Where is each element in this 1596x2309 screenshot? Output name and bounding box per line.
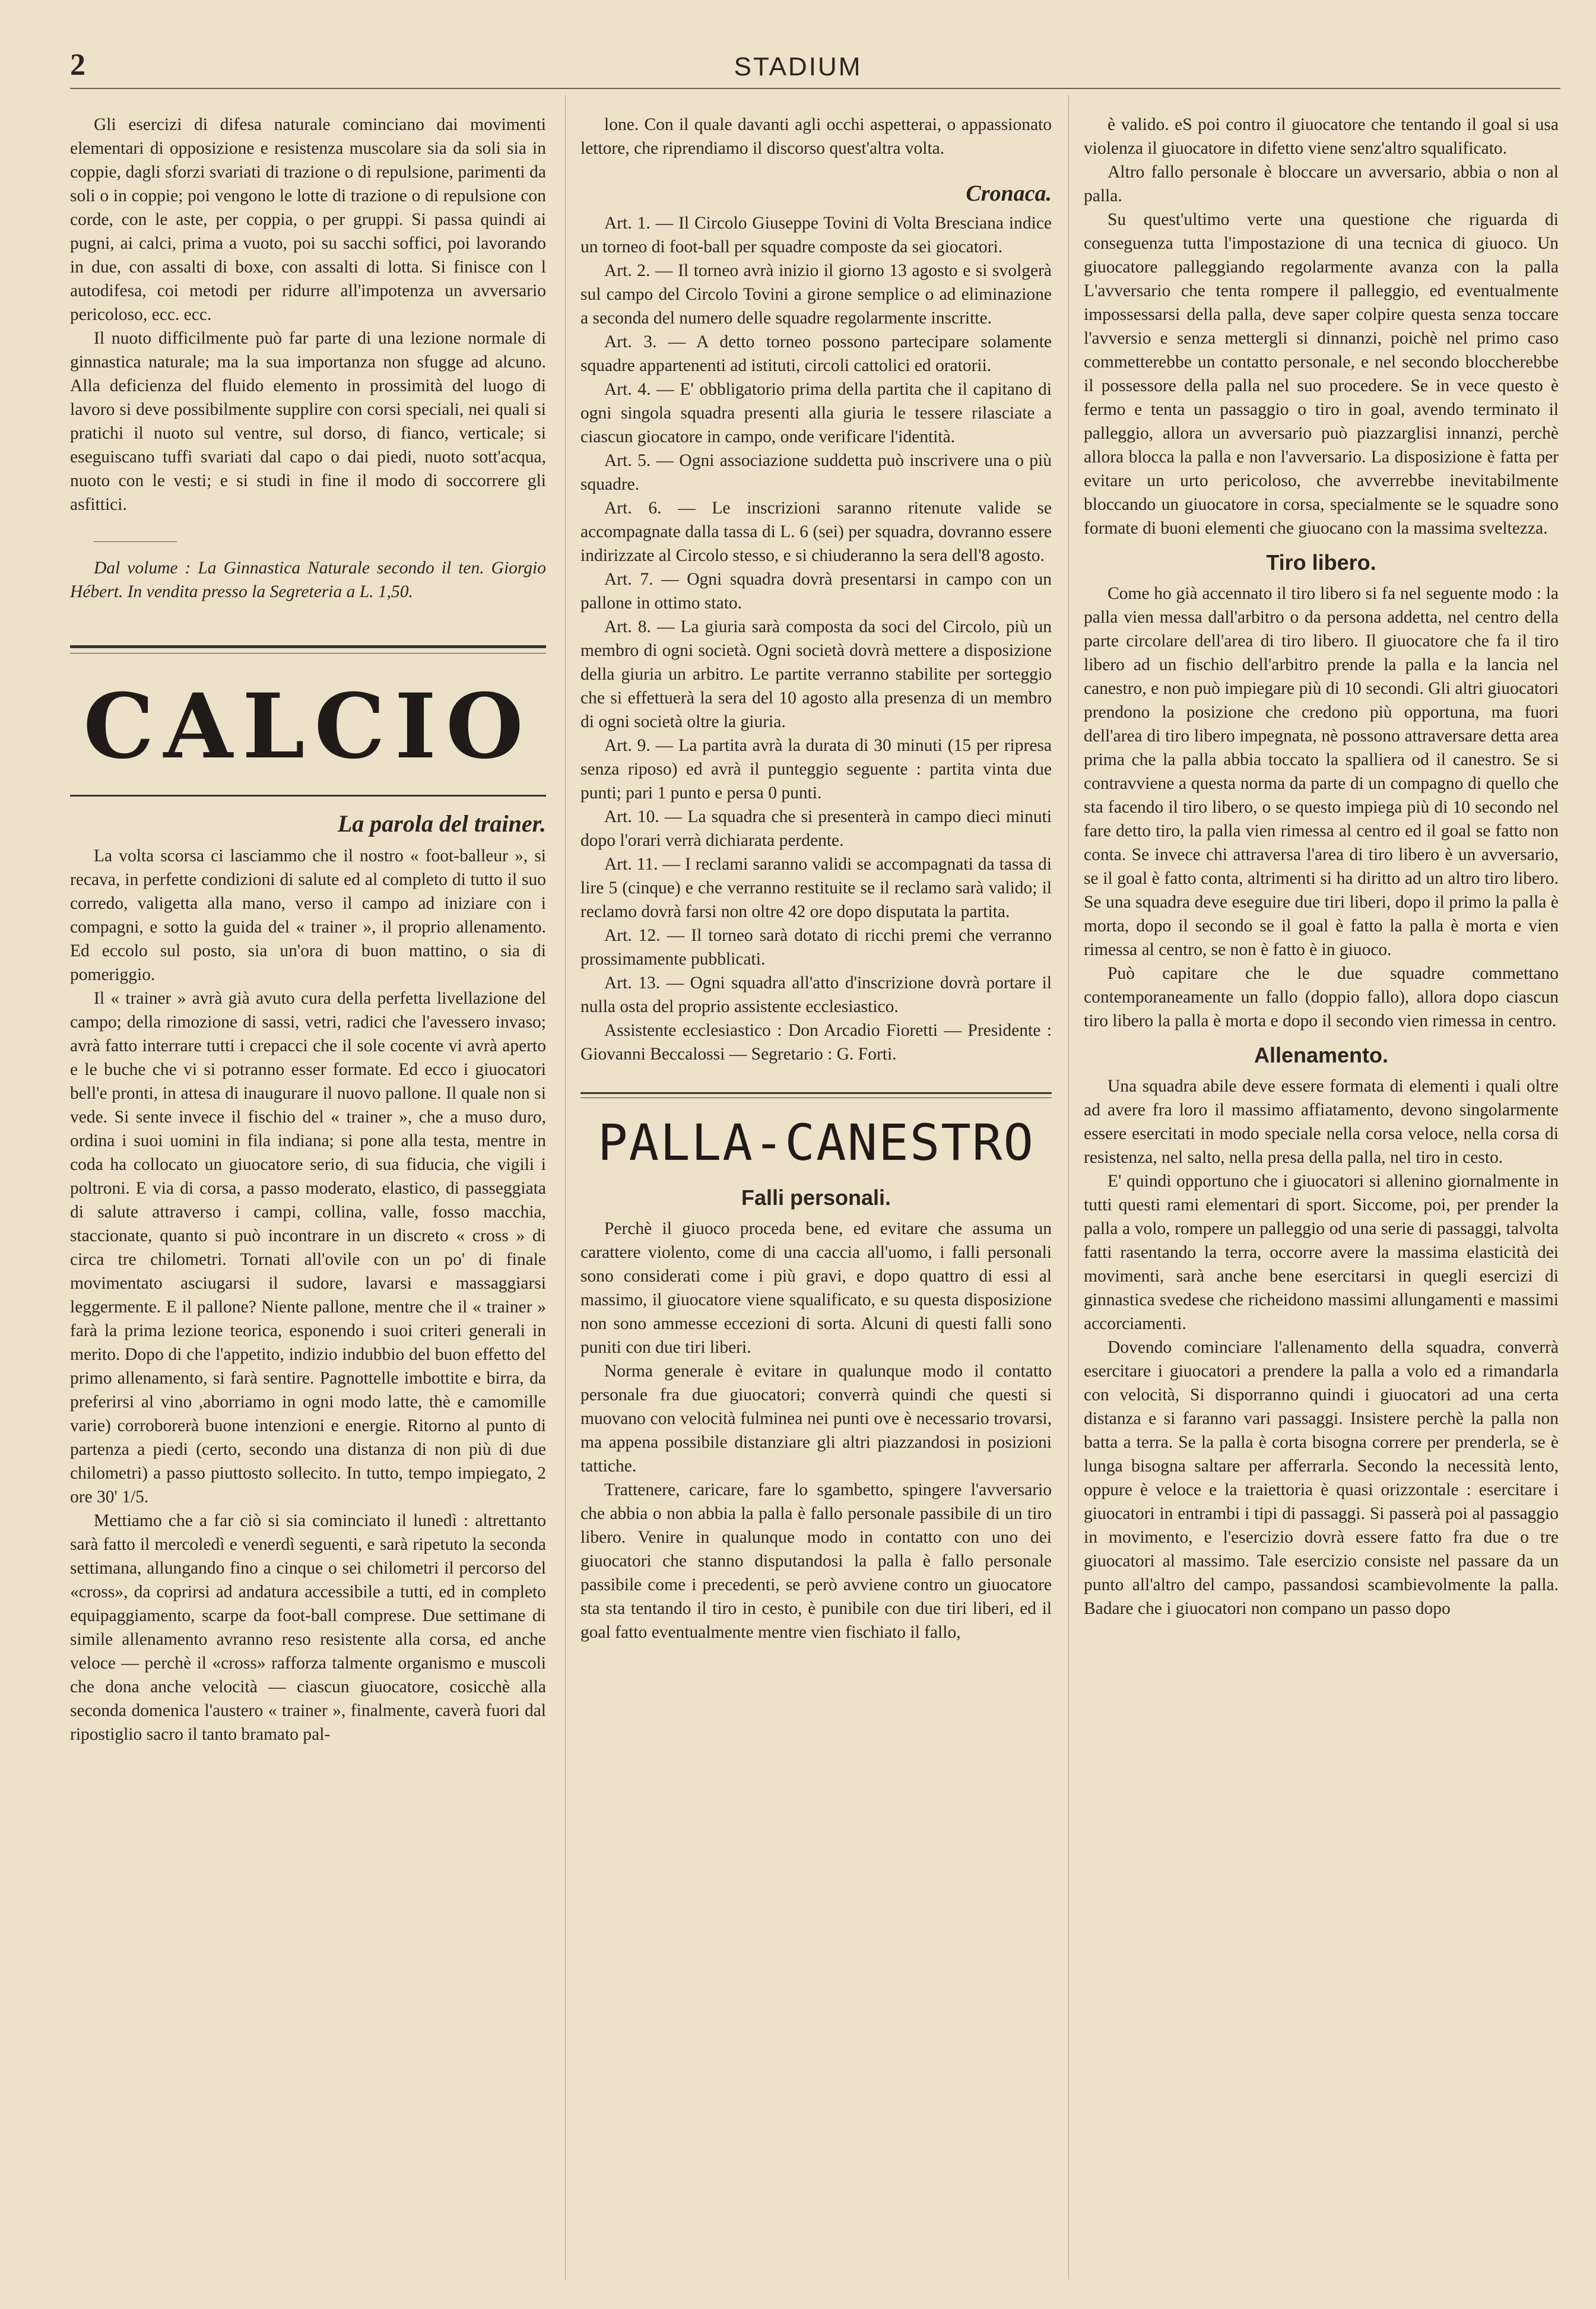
falli-heading: Falli personali. bbox=[741, 1185, 891, 1210]
article-rule: Art. 11. — I reclami saranno validi se accompagnati da tassa di lire 5 (cinque) e che verranno restituite se il reclamo sarà valido; il reclamo dovrà farsi non oltre 42 ore dopo disputata la partita. bbox=[580, 855, 1052, 921]
paragraph: Può capitare che le due squadre commettano contemporaneamente un fallo (doppio fallo), allora dopo ciascun tiro libero la palla è morta e dopo il secondo vien rimessa in centro. bbox=[1084, 964, 1559, 1030]
divider bbox=[94, 541, 177, 542]
article-rule: Art. 13. — Ogni squadra all'atto d'inscrizione dovrà portare il nulla osta del proprio assistente ecclesiastico. bbox=[580, 973, 1052, 1016]
paragraph: Trattenere, caricare, fare lo sgambetto, spingere l'avversario che abbia o non abbia la palla è fallo personale passibile di un tiro libero. Venire in qualunque modo in contatto con uno dei giuocatori che stanno disputandosi la palla è fallo personale passibile come i precedenti, se però avviene contro un giuocatore sta sta tentando il tiro in cesto, è punibile con due tiri liberi, ed il goal fatto eventualmente mentre vien fischiato il fallo, bbox=[580, 1480, 1052, 1642]
paragraph: Mettiamo che a far ciò si sia cominciato il lunedì : altrettanto sarà fatto il mercoledì e venerdì seguenti, e sarà ripetuto la seconda settimana, allungando fino a cinque o sei chilometri il percorso del «cross», da coprirsi ad andatura accessibile a tutti, ed in completo equipaggiamento, scarpe da foot-ball comprese. Due settimane di simile allenamento avranno reso resistente alla corsa, ed anche veloce — perchè il «cross» rafforza talmente organismo e muscoli che dona anche velocità — ciascun giuocatore, cosicchè alla seconda domenica l'austero « trainer », finalmente, caverà fuori dal ripostiglio sacro il tanto bramato pal- bbox=[70, 1511, 546, 1744]
article-rule: Art. 3. — A detto torneo possono partecipare solamente squadre appartenenti ad istituti, circoli cattolici ed oratorii. bbox=[580, 332, 1052, 375]
column-2 bbox=[580, 113, 1052, 1644]
paragraph: Perchè il giuoco proceda bene, ed evitare che assuma un carattere violento, come di una caccia all'uomo, i falli personali sono considerati come i più gravi, e dopo quattro di essi al massimo, il giuocatore viene squalificato, e su questa disposizione non sono ammesse eccezioni di sorta. Alcuni di questi falli sono puniti con due tiri liberi. bbox=[580, 1219, 1052, 1357]
paragraph: Gli esercizi di difesa naturale cominciano dai movimenti elementari di opposizione e resistenza muscolare sia da soli sia in coppie, dagli sforzi svariati di trazione o di repulsione, parimenti da soli o in coppie; poi vengono le lotte di trazione o di repulsione con corde, con le aste, per coppia, o per gruppi. Si passa quindi ai pugni, ai calci, prima a vuoto, poi su sacchi soffici, poi lavorando in due, con assalti di boxe, con assalti di lotta. Si finisce con l autodifesa, coi metodi per ridurre all'impotenza un avversario pericoloso, ecc. ecc. bbox=[70, 115, 546, 324]
allenamento-heading: Allenamento. bbox=[1254, 1043, 1389, 1067]
article-rule: Art. 8. — La giuria sarà composta da soci del Circolo, più un membro di ogni società. Ogni società dovrà mettere a disposizione della giuria un arbitro. Le partite verranno stabilite per sorteggio che si effettuerà la sera del 10 agosto alla presenza di un membro di ogni società oltre la giuria. bbox=[580, 617, 1052, 731]
section-rule bbox=[70, 795, 546, 797]
paragraph: Dovendo cominciare l'allenamento della squadra, converrà esercitare i giuocatori a prendere la palla a volo ed a rimandarla con velocità, Si disporranno quindi i giuocatori ad una certa distanza e si faranno vari passaggi. Insistere perchè la palla non batta a terra. Se la palla è corta bisogna correre per prenderla, se è lunga bisogna saltare per afferrarla. Secondo la necessità lento, oppure è veloce e la traiettoria è quasi orizzontale : esercitare i giuocatori in entrambi i tipi di passaggi. Si passerà poi al passaggio in movimento, e l'esercizio dovrà essere fatto fra due o tre giuocatori al massimo. Tale esercizio consiste nel passare da un punto all'altro del campo, passandosi scambievolmente la palla. Badare che i giuocatori non compano un passo dopo bbox=[1084, 1338, 1559, 1618]
paragraph: Come ho già accennato il tiro libero si fa nel seguente modo : la palla vien messa dall'arbitro o da persona addetta, nel centro della parte circolare dell'area di tiro libero. Il giuocatore che fa il tiro libero ad un fischio dell'arbitro prende la palla e la lancia nel canestro, e non può impiegare più di 10 secondi. Gli altri giuocatori prendono la posizione che credono più opportuna, ma fuori dell'area di tiro libero impegnata, nè possono attraversare detta area prima che la palla abbia toccato la spalliera od il canestro. Se si contravviene a questa norma da parte di un compagno di quello che sta facendo il tiro libero, o se questo impiega più di 10 secondo nel fare detto tiro, la palla vien rimessa al centro ed il goal se fatto non conta. Se invece chi attraversa l'area di tiro libero è un avversario, se il goal è fatto conta, altrimenti si ha diritto ad un altro tiro libero. Se una squadra deve eseguire due tiri liberi, dopo il primo la palla è morta, dopo il secondo se il goal è fatto la palla è morta e vien rimessa al centro, se non è fatto è in giuoco. bbox=[1084, 584, 1559, 959]
column-divider bbox=[1068, 95, 1069, 2279]
column-1 bbox=[70, 113, 546, 1746]
tiro-libero-heading: Tiro libero. bbox=[1266, 550, 1376, 575]
paragraph: Una squadra abile deve essere formata di elementi i quali oltre ad avere fra loro il massimo affiatamento, devono singolarmente essere esercitati in modo speciale nella corsa veloce, nella corsa di resistenza, nel salto, nella presa della palla, nel tiro in cesto. bbox=[1084, 1077, 1559, 1167]
paragraph: Il « trainer » avrà già avuto cura della perfetta livellazione del campo; della rimozione di sassi, vetri, radici che l'avessero invaso; avrà fatto interrare tutti i crepacci che il sole cocente vi avrà aperto e le buche che vi si potranno esser formate. Ed ecco i giuocatori bell'e pronti, in attesa di inaugurare il nuovo pallone. Il quale non si vede. Si sente invece il fischio del « trainer », che a muso duro, ordina i suoi uomini in fila indiana; si pone alla testa, mentre in coda ha collocato un giuocatore serio, di sua fiducia, che vigili i poltroni. E via di corsa, a passo moderato, elastico, di passeggiata di salute attraverso i campi, collina, valle, fosso macchia, staccionate, quanto si può incontrare in un discreto « cross » di circa tre chilometri. Tornati all'ovile con un po' di finale movimentato asciugarsi il sudore, lavarsi e massaggiarsi leggermente. E il pallone? Niente pallone, mentre che il « trainer » farà la prima lezione teorica, esponendo i suoi criteri generali in merito. Dopo di che l'appetito, indizio indubbio del buon effetto del primo allenamento, si farà sentire. Pagnottelle imbottite e birra, da preferirsi al vino ,aborriamo in ogni modo latte, thè e camomille varie) corroborerà buone intenzioni e energie. Ritorno al punto di partenza a piedi (certo, secondo una distanza di non più di due chilometri) a passo piuttosto sollecito. In tutto, tempo impiegato, 2 ore 30' 1/5. bbox=[70, 989, 546, 1506]
cronaca-heading: Cronaca. bbox=[966, 181, 1052, 206]
signoff: Assistente ecclesiastico : Don Arcadio Fioretti — Presidente : Giovanni Beccalossi — Segretario : G. Forti. bbox=[580, 1021, 1052, 1064]
section-rule bbox=[70, 653, 546, 654]
masthead-title: STADIUM bbox=[734, 52, 862, 81]
section-title-calcio: CALCIO bbox=[83, 674, 533, 779]
article-rule: Art. 10. — La squadra che si presenterà in campo dieci minuti dopo l'orari verrà dichiarata perdente. bbox=[580, 807, 1052, 850]
paragraph: Altro fallo personale è bloccare un avversario, abbia o non al palla. bbox=[1084, 163, 1559, 205]
paragraph: lone. Con il quale davanti agli occhi aspetterai, o appassionato lettore, che riprendiamo il discorso quest'altra volta. bbox=[580, 115, 1052, 158]
article-rule: Art. 4. — E' obbligatorio prima della partita che il capitano di ogni singola squadra presenti alla giuria le tessere rilasciate a ciascun giocatore in campo, onde verificare l'identità. bbox=[580, 380, 1052, 446]
page-number: 2 bbox=[70, 48, 85, 82]
column-divider bbox=[565, 95, 566, 2279]
article-rule: Art. 7. — Ogni squadra dovrà presentarsi in campo con un pallone in ottimo stato. bbox=[580, 570, 1052, 613]
paragraph: E' quindi opportuno che i giuocatori si allenino giornalmente in tutti questi rami elementari di sport. Siccome, poi, per prender la palla a volo, rompere un palleggio od una serie di passaggi, talvolta fatti rasentando la terra, occorre avere la massima elasticità dei movimenti, sarà anche bene esercitarsi in quegli esercizi di ginnastica svedese che richeidono massimi allungamenti e massimi accorciamenti. bbox=[1084, 1172, 1559, 1333]
column-3 bbox=[1084, 113, 1559, 1620]
article-rule: Art. 1. — Il Circolo Giuseppe Tovini di Volta Bresciana indice un torneo di foot-ball per squadre composte da sei giocatori. bbox=[580, 214, 1052, 256]
section-rule bbox=[70, 645, 546, 648]
article-rule: Art. 9. — La partita avrà la durata di 30 minuti (15 per ripresa senza riposo) ed avrà il punteggio seguente : partita vinta due punti; pari 1 punto e persa 0 punti. bbox=[580, 736, 1052, 803]
section-title-palla-canestro: PALLA-CANESTRO bbox=[597, 1114, 1035, 1172]
paragraph: Il nuoto difficilmente può far parte di una lezione normale di ginnastica naturale; ma la sua importanza non sfugge ad alcuno. Alla deficienza del fluido elemento in prossimità del luogo di lavoro si deve possibilmente supplire con corsi speciali, nei quali si pratichi il nuoto sul ventre, sul dorso, di fianco, verticale; si eseguiscano tuffi svariati dal capo o dai piedi, nuoto sott'acqua, nuoto con le vesti; e si studi in fine il modo di soccorrere gli asfittici. bbox=[70, 329, 546, 514]
article-subtitle: La parola del trainer. bbox=[337, 810, 546, 837]
book-credit: Dal volume : La Ginnastica Naturale secondo il ten. Giorgio Hébert. In vendita presso la Segreteria a L. 1,50. bbox=[70, 559, 546, 601]
article-rule: Art. 6. — Le inscrizioni saranno ritenute valide se accompagnate dalla tassa di L. 6 (sei) per squadra, dovranno essere indirizzate al Circolo stesso, e si chiuderanno la sera dell'8 agosto. bbox=[580, 499, 1052, 565]
article-rule: Art. 12. — Il torneo sarà dotato di ricchi premi che verranno prossimamente pubblicati. bbox=[580, 926, 1052, 969]
article-rule: Art. 2. — Il torneo avrà inizio il giorno 13 agosto e si svolgerà sul campo del Circolo Tovini a girone semplice o ad eliminazione a seconda del numero delle squadre regolarmente inscritte. bbox=[580, 261, 1052, 328]
paragraph: Norma generale è evitare in qualunque modo il contatto personale fra due giuocatori; converrà quindi che questi si muovano con velocità fulminea nei punti ove è necessario trovarsi, ma appena possibile distanziare gli altri piazzandosi in posizioni tattiche. bbox=[580, 1362, 1052, 1476]
header-rule bbox=[70, 88, 1560, 89]
article-rule: Art. 5. — Ogni associazione suddetta può inscrivere una o più squadre. bbox=[580, 451, 1052, 494]
paragraph: è valido. eS poi contro il giuocatore che tentando il goal si usa violenza il giuocatore in difetto viene senz'altro squalificato. bbox=[1084, 115, 1559, 158]
paragraph: La volta scorsa ci lasciammo che il nostro « foot-balleur », si recava, in perfette condizioni di salute ed al completo di tutto il suo corredo, valigetta alla mano, verso il campo ad iniziare con i compagni, e sotto la guida del « trainer », il proprio allenamento. Ed eccolo sul posto, sia un'ora di buon mattino, o sia di pomeriggio. bbox=[70, 846, 546, 984]
section-rule bbox=[580, 1092, 1052, 1094]
paragraph: Su quest'ultimo verte una questione che riguarda di conseguenza tutta l'impostazione di una tecnica di giuoco. Un giuocatore palleggiando regolarmente avanza con la palla L'avversario che tenta rompere il palleggio, ed eventualmente impossessarsi della palla, deve saper colpire questa senza toccare l'avversio e senza mettergli si dinnanzi, poichè nel primo caso commetterebbe un contatto personale, e nel secondo bloccherebbe il possessore della palla nel suo procedere. Se in vece questo è fermo e tenta un passaggio o tiro in goal, avendo terminato il palleggio, allora un avversario può piazzarglisi innanzi, perchè allora blocca la palla e non l'avversario. La disposizione è fatta per evitare un urto pericoloso, che avverrebbe inevitabilmente bloccando un giuocatore in corsa, specialmente se le squadre sono formate di buoni elementi che giuocano con la massima sveltezza. bbox=[1084, 210, 1559, 538]
